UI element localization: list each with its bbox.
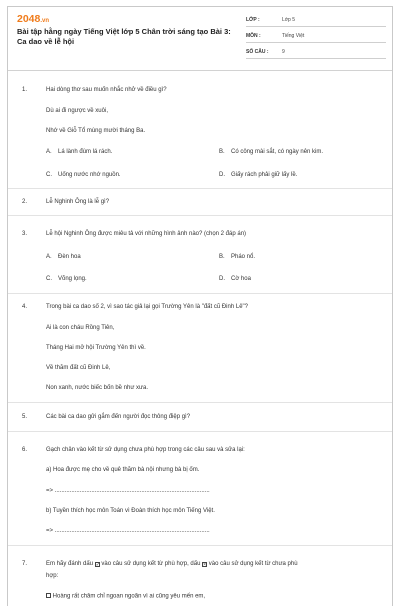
question-text: Lễ hội Nghinh Ông được miêu tả với những hình ảnh nào? (chọn 2 đáp án) bbox=[46, 231, 247, 237]
verse-line: Ai là con cháu Rồng Tiên, bbox=[46, 325, 115, 331]
crossed-box-icon: × bbox=[203, 561, 207, 568]
answer-line-b[interactable]: => ............................................................................................. bbox=[46, 528, 210, 534]
document-title: Bài tập hằng ngày Tiếng Việt lớp 5 Chân trời sáng tạo Bài 3: Ca dao về lễ hội bbox=[17, 27, 231, 46]
question-text: Trong bài ca dao số 2, vì sao tác giả lại gọi Trường Yên là "đất cũ Đinh Lê"? bbox=[46, 304, 248, 310]
question-divider bbox=[8, 402, 392, 403]
meta-row-grade: LỚP : Lớp 5 bbox=[246, 13, 386, 27]
verse-line: Non xanh, nước biếc bốn bề như xưa. bbox=[46, 385, 149, 391]
verse-line: Tháng Hai mở hội Trường Yên thì về. bbox=[46, 345, 146, 351]
option-d[interactable]: D. Cờ hoa bbox=[219, 276, 251, 282]
question-divider bbox=[8, 431, 392, 432]
worksheet-page: 2048.vn Bài tập hằng ngày Tiếng Việt lớp 5 Chân trời sáng tạo Bài 3: Ca dao về lễ hội LỚP : Lớp 5 MÔN : Tiếng Việt SỐ CÂU : 9 1. Hai dòng thơ sau muốn nhắc nhở về điều gì? Dù ai đi ngược về xuôi, Nhớ về Giỗ Tổ mùng mười tháng Ba. A. Lá lành đùm lá rách. B. Có công mài sắt, có ngày nên kim. C. Uống nước nhớ nguồn. D. Giấy rách phải giữ lấy lề. 2. Lễ Nghinh Ông là lễ gì? 3. Lễ hội Nghinh Ông được miêu tả với những hình ảnh nào? (chọn 2 đáp án) A. Đèn hoa B. Pháo nổ. C. Võng lọng. D. Cờ hoa 4. Trong bài ca dao số 2, vì sao tác giả lại gọi Trường Yên là "đất cũ Đinh Lê"? Ai là con cháu Rồng Tiên, Tháng Hai mở hội Trường Yên thì về. Về thăm đất cũ Đinh Lê, Non xanh, nước biếc bốn bề như xưa. 5. Các bài ca dao gửi gắm đến người đọc thông điệp gì? 6. Gạch chân vào kết từ sử dụng chưa phù hợp trong các câu sau và sửa lại: a) Hoa được mẹ cho về quê thăm bà nội nhưng bà bị ốm. => ............................................................................................. b) Tuyền thích học môn Toán vì Đoàn thích học môn Tiếng Việt. => ............................................................................................. 7. Em hãy đánh dấu ✓ vào câu sử dụng kết từ phù hợp, dấu × vào câu sử dụng kết từ chưa phù hợp: Hoàng rất chăm chỉ ngoan ngoãn vì ai cũng yêu mến em, bbox=[7, 6, 393, 606]
option-b[interactable]: B. Có công mài sắt, có ngày nên kim. bbox=[219, 149, 324, 155]
header-divider bbox=[8, 70, 392, 71]
meta-row-question-count: SỐ CÂU : 9 bbox=[246, 45, 386, 59]
verse-line: Về thăm đất cũ Đinh Lê, bbox=[46, 365, 111, 371]
question-divider bbox=[8, 545, 392, 546]
option-a[interactable]: A. Lá lành đùm lá rách. bbox=[46, 149, 113, 155]
question-divider bbox=[8, 293, 392, 294]
worksheet-header bbox=[8, 7, 392, 65]
site-logo[interactable]: 2048.vn bbox=[17, 13, 50, 25]
question-text: Em hãy đánh dấu ✓ vào câu sử dụng kết từ phù hợp, dấu × vào câu sử dụng kết từ chưa phù bbox=[46, 561, 298, 568]
option-a[interactable]: A. Đèn hoa bbox=[46, 254, 81, 260]
question-text: Lễ Nghinh Ông là lễ gì? bbox=[46, 199, 110, 205]
question-text: Hai dòng thơ sau muốn nhắc nhở về điều gì? bbox=[46, 87, 167, 93]
option-c[interactable]: C. Võng lọng. bbox=[46, 276, 87, 282]
question-divider bbox=[8, 215, 392, 216]
verse-line: Dù ai đi ngược về xuôi, bbox=[46, 108, 108, 114]
checked-box-icon: ✓ bbox=[95, 561, 100, 568]
sentence-b: b) Tuyền thích học môn Toán vì Đoàn thích học môn Tiếng Việt. bbox=[46, 508, 215, 514]
question-text: Các bài ca dao gửi gắm đến người đọc thông điệp gì? bbox=[46, 414, 191, 420]
option-d[interactable]: D. Giấy rách phải giữ lấy lề. bbox=[219, 172, 298, 178]
meta-table bbox=[246, 13, 386, 61]
sentence-a: a) Hoa được mẹ cho về quê thăm bà nội nhưng bà bị ốm. bbox=[46, 467, 200, 473]
verse-line: Nhớ về Giỗ Tổ mùng mười tháng Ba. bbox=[46, 128, 146, 134]
checkbox-icon[interactable] bbox=[46, 593, 51, 598]
checklist-item[interactable]: Hoàng rất chăm chỉ ngoan ngoãn vì ai cũng yêu mến em, bbox=[46, 593, 205, 600]
question-text: Gạch chân vào kết từ sử dụng chưa phù hợp trong các câu sau và sửa lại: bbox=[46, 447, 245, 453]
meta-row-subject: MÔN : Tiếng Việt bbox=[246, 29, 386, 43]
option-b[interactable]: B. Pháo nổ. bbox=[219, 254, 256, 260]
option-c[interactable]: C. Uống nước nhớ nguồn. bbox=[46, 172, 121, 178]
answer-line-a[interactable]: => ............................................................................................. bbox=[46, 488, 210, 494]
question-divider bbox=[8, 188, 392, 189]
